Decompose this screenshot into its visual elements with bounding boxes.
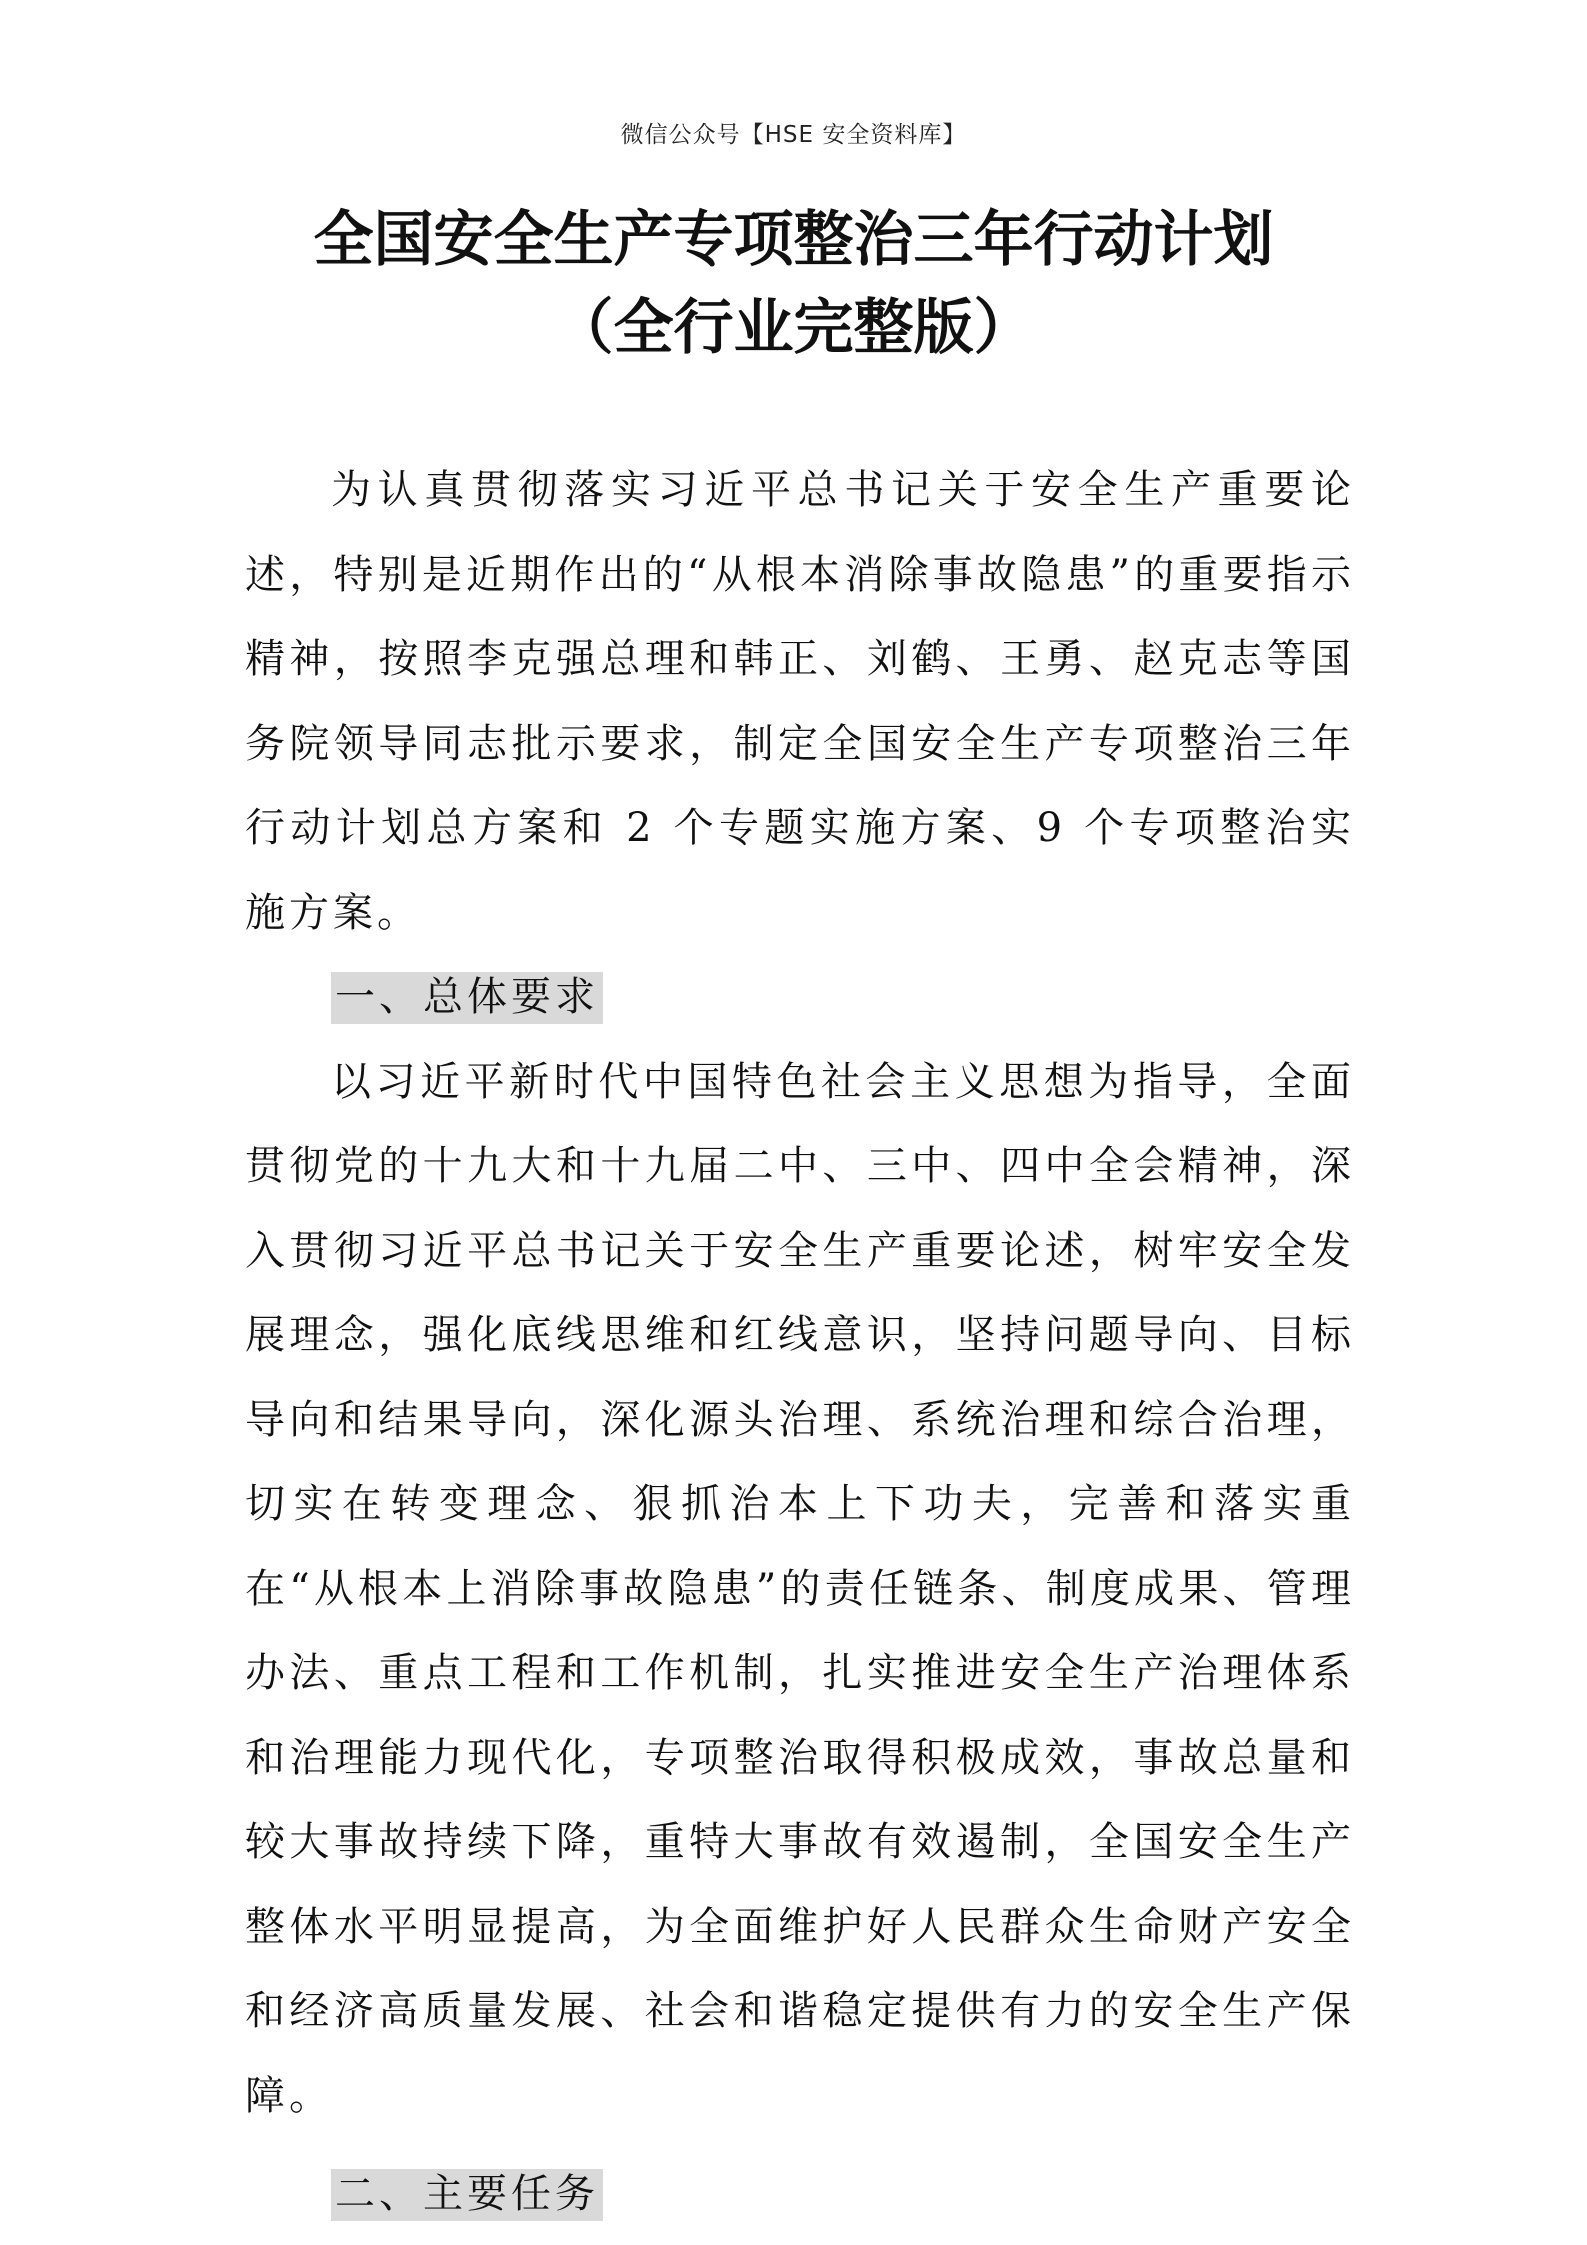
title-line-1: 全国安全生产专项整治三年行动计划 (313, 205, 1274, 275)
section-heading-main-tasks (245, 2152, 1355, 2237)
section-paragraph-general-requirements: 以习近平新时代中国特色社会主义思想为指导，全面贯彻党的十九大和十九届二中、三中、四中全会精神，深入贯彻习近平总书记关于安全生产重要论述，树牢安全发展理念，强化底线思维和红线意识，坚持问题导向、目标导向和结果导向，深化源头治理、系统治理和综合治理，切实在转变理念、狠抓治本上下功夫，完善和落实重在“从根本上消除事故隐患”的责任链条、制度成果、管理办法、重点工程和工作机制，扎实推进安全生产治理体系和治理能力现代化，专项整治取得积极成效，事故总量和较大事故持续下降，重特大事故有效遏制，全国安全生产整体水平明显提高，为全面维护好人民群众生命财产安全和经济高质量发展、社会和谐稳定提供有力的安全生产保障。 (245, 1058, 1355, 2119)
section-heading-text: 二、主要任务 (331, 2169, 603, 2221)
running-header: 微信公众号【HSE 安全资料库】 (620, 122, 967, 148)
document-title (0, 196, 1587, 372)
intro-paragraph: 为认真贯彻落实习近平总书记关于安全生产重要论述，特别是近期作出的“从根本消除事故隐患”的重要指示精神，按照李克强总理和韩正、刘鹤、王勇、赵克志等国务院领导同志批示要求，制定全国安全生产专项整治三年行动计划总方案和 2 个专题实施方案、9 个专项整治实施方案。 (245, 467, 1355, 936)
document-body (245, 448, 1355, 2237)
section-heading-text: 一、总体要求 (331, 972, 603, 1024)
title-line-2: （全行业完整版） (553, 293, 1034, 363)
section-heading-general-requirements (245, 955, 1355, 1040)
